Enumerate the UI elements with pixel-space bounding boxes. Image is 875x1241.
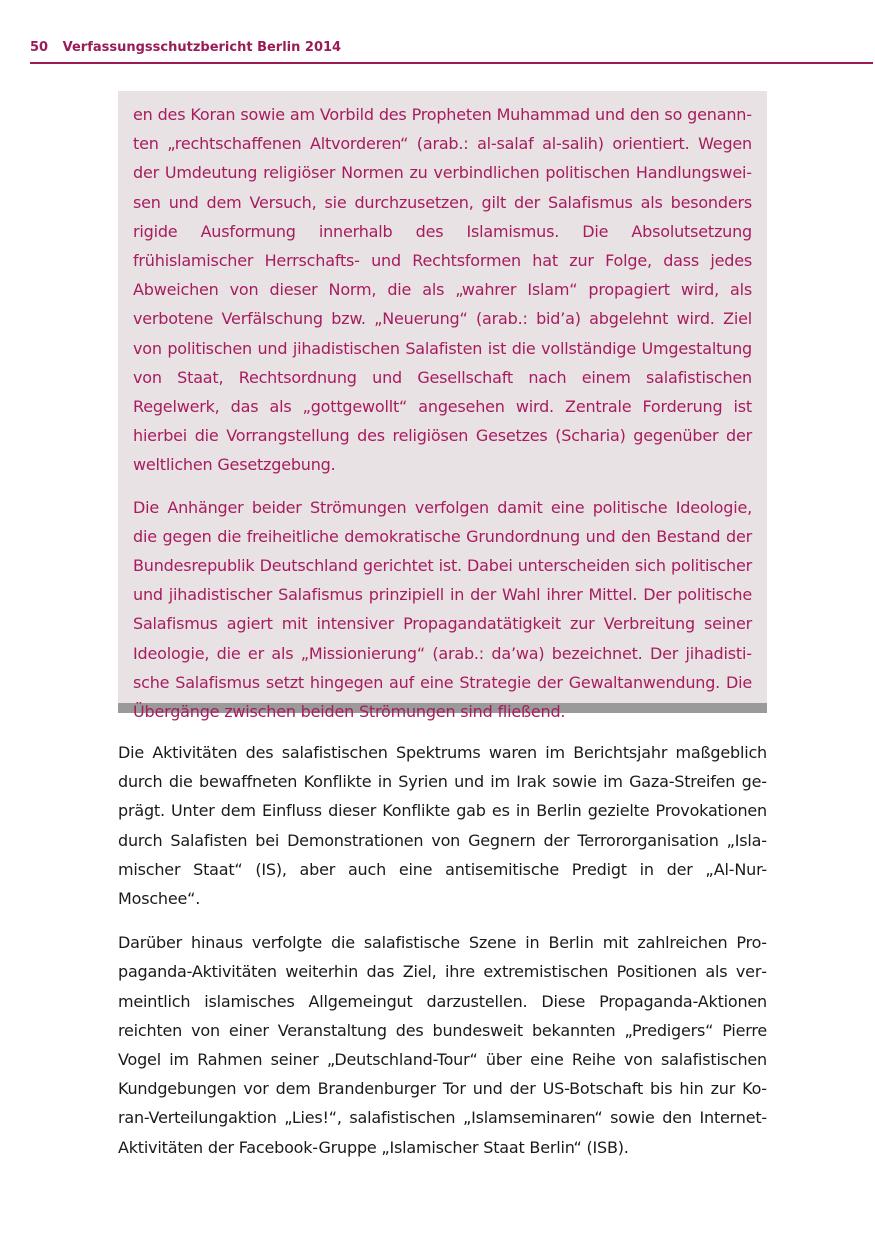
info-box-paragraph-1: en des Koran sowie am Vorbild des Propheten Muhammad und den so genannten „rechtschaffenen Altvorderen“ (arab.: al-salaf al-salih) orientiert. Wegen der Umdeutung religiöser Normen zu verbindlichen politischen Handlungsweisen und dem Versuch, sie durchzusetzen, gilt der Salafismus als besonders rigide Ausformung innerhalb des Islamismus. Die Absolutsetzung frühislamischer Herrschafts- und Rechtsformen hat zur Folge, dass jedes Abweichen von dieser Norm, die als „wahrer Islam“ propagiert wird, als verbotene Verfälschung bzw. „Neuerung“ (arab.: bid’a) abgelehnt wird. Ziel von politischen und jihadistischen Salafisten ist die vollständige Umgestaltung von Staat, Rechtsordnung und Gesellschaft nach einem salafistischen Regelwerk, das als „gottgewollt“ angesehen wird. Zentrale Forderung ist hierbei die Vorrangstellung des religiösen Gesetzes (Scharia) gegenüber der weltlichen Gesetzgebung. (133, 105, 752, 475)
info-box-paragraph-2: Die Anhänger beider Strömungen verfolgen damit eine politische Ideologie, die gegen die freiheitliche demokratische Grundordnung und den Bestand der Bundesrepublik Deutschland gerichtet ist. Dabei unterscheiden sich politischer und jihadistischer Salafismus prinzipiell in der Wahl ihrer Mittel. Der politische Salafismus agiert mit intensiver Propagandatätigkeit zur Verbreitung seiner Ideologie, die er als „Missionierung“ (arab.: da’wa) bezeichnet. Der jihadistische Salafismus setzt hingegen auf eine Strategie der Gewaltanwendung. Die Übergänge zwischen beiden Strömungen sind fließend. (133, 497, 752, 722)
running-header (30, 40, 873, 64)
page-number: 50 (30, 40, 49, 55)
info-box (118, 91, 767, 722)
info-box-content (118, 91, 767, 726)
body-paragraph-1: Die Aktivitäten des salafistischen Spektrums waren im Berichtsjahr maßgeblich durch die bewaffneten Konflikte in Syrien und im Irak sowie im Gaza-Streifen geprägt. Unter dem Einfluss dieser Konflikte gab es in Berlin gezielte Provokationen durch Salafisten bei Demonstrationen von Gegnern der Terrororganisation „Islamischer Staat“ (IS), aber auch eine antisemitische Predigt in der „Al-Nur-Moschee“. (118, 743, 767, 909)
document-title: Verfassungsschutzbericht Berlin 2014 (62, 40, 342, 55)
body-paragraph-2: Darüber hinaus verfolgte die salafistische Szene in Berlin mit zahlreichen Propaganda-Aktivitäten weiterhin das Ziel, ihre extremistischen Positionen als vermeintlich islamisches Allgemeingut darzustellen. Diese Propaganda-Aktionen reichten von einer Veranstaltung des bundesweit bekannten „Predigers“ Pierre Vogel im Rahmen seiner „Deutschland-Tour“ über eine Reihe von salafistischen Kundgebungen vor dem Brandenburger Tor und der US-Botschaft bis hin zur Koran-Verteilungaktion „Lies!“, salafistischen „Islamseminaren“ sowie den Internet-Aktivitäten der Facebook-Gruppe „Islamischer Staat Berlin“ (ISB). (118, 933, 767, 1157)
body-text (118, 738, 767, 1177)
